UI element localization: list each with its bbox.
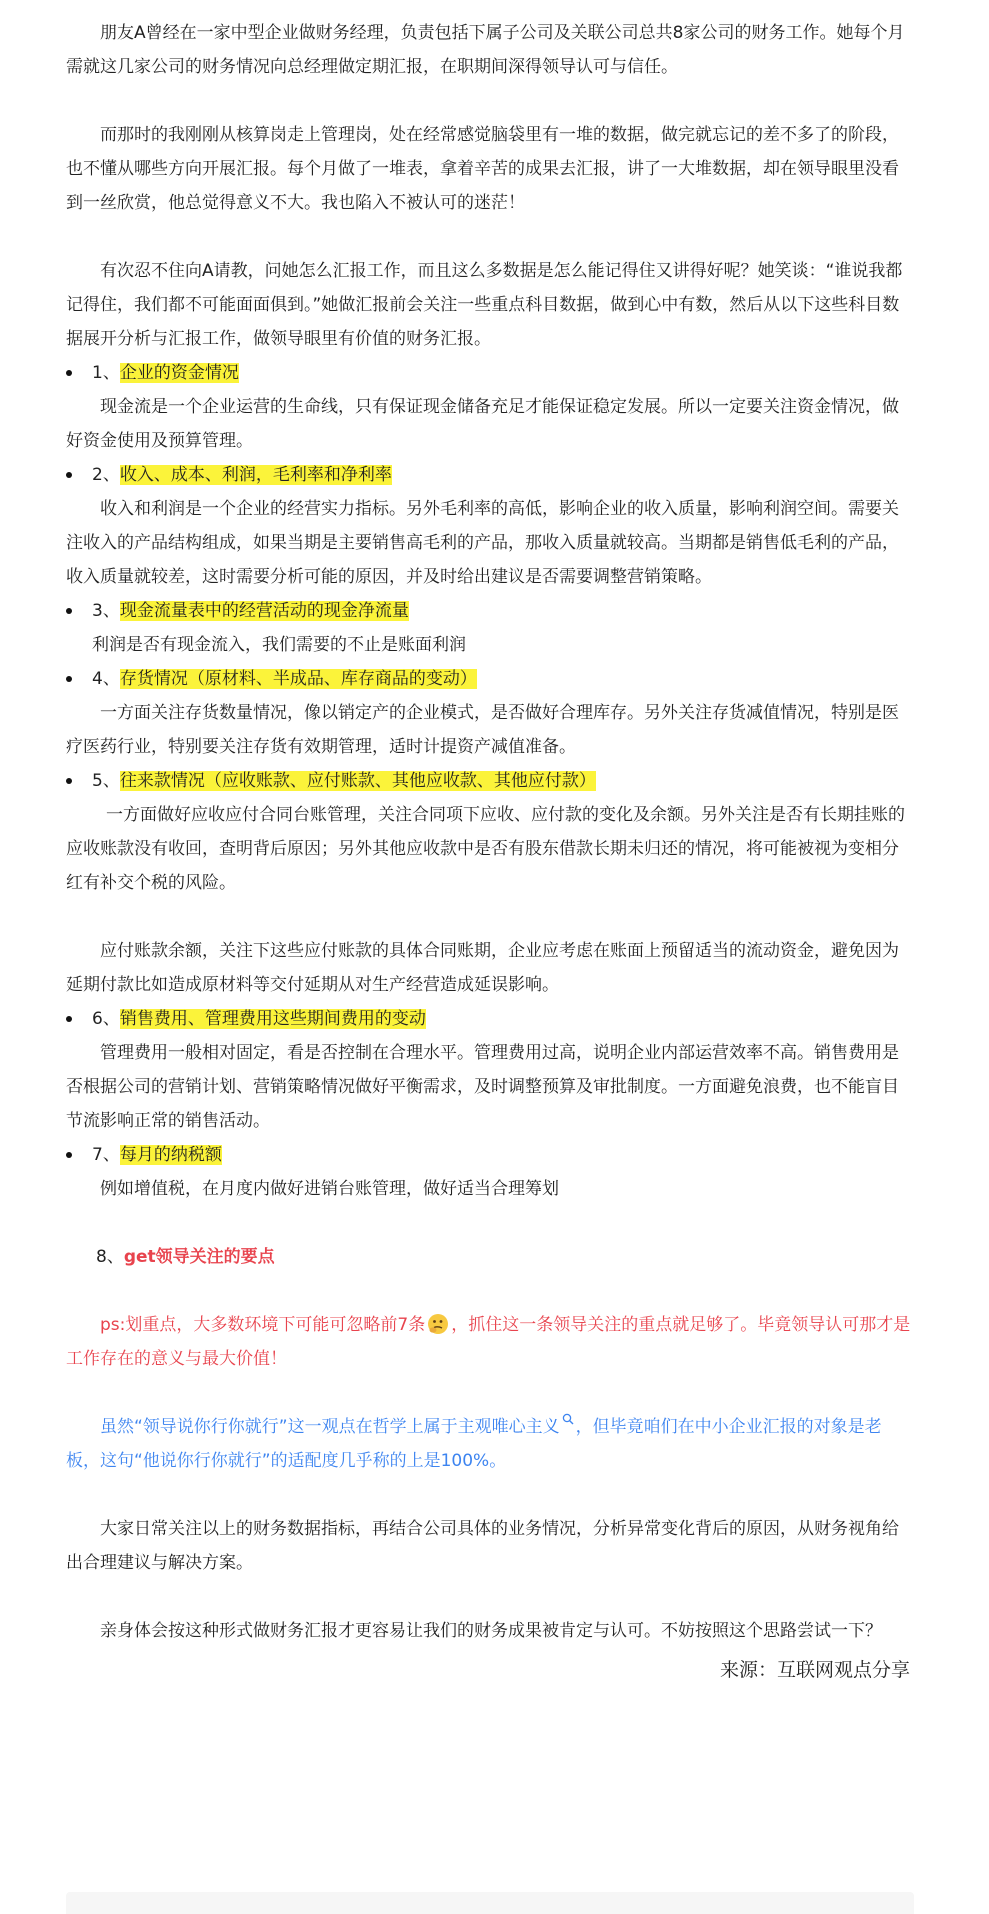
item-number: 8、 <box>96 1247 124 1267</box>
closing-paragraph-1: 大家日常关注以上的财务数据指标，再结合公司具体的业务情况，分析异常变化背后的原因，从财务视角给出合理建议与解决方案。 <box>66 1519 899 1573</box>
search-icon[interactable] <box>562 1413 574 1425</box>
ps-text-after: ，抓住这一条领导关注的重点就足够了。毕竟领导认可那才是工作存在的意义与最大价值！ <box>66 1315 911 1369</box>
intro-paragraph-2: 而那时的我刚刚从核算岗走上管理岗，处在经常感觉脑袋里有一堆的数据，做完就忘记的差不多了的阶段，也不懂从哪些方向开展汇报。每个月做了一堆表，拿着辛苦的成果去汇报，讲了一大堆数据，却在领导眼里没看到一丝欣赏，他总觉得意义不大。我也陷入不被认可的迷茫！ <box>66 125 899 213</box>
ps-text-before: ps:划重点，大多数环境下可能可忽略前7条 <box>100 1315 426 1335</box>
item-4-paragraph: 一方面关注存货数量情况，像以销定产的企业模式，是否做好合理库存。另外关注存货减值情况，特别是医疗医药行业，特别要关注存货有效期管理，适时计提资产减值准备。 <box>66 703 899 757</box>
item-6-paragraph: 管理费用一般相对固定，看是否控制在合理水平。管理费用过高，说明企业内部运营效率不高。销售费用是否根据公司的营销计划、营销策略情况做好平衡需求，及时调整预算及审批制度。一方面避免浪费，也不能盲目节流影响正常的销售活动。 <box>66 1043 899 1131</box>
item-title: 企业的资金情况 <box>119 363 239 383</box>
bullet-dot <box>66 778 72 784</box>
source-attribution: 来源：互联网观点分享 <box>719 1659 910 1681</box>
list-item-5 <box>66 764 914 798</box>
item-number: 5、 <box>92 771 120 791</box>
list-item-2 <box>66 458 914 492</box>
closing-paragraph-2: 亲身体会按这种形式做财务汇报才更容易让我们的财务成果被肯定与认可。不妨按照这个思路尝试一下？ <box>100 1621 882 1641</box>
item-title: get领导关注的要点 <box>123 1247 275 1267</box>
intro-paragraph-1: 朋友A曾经在一家中型企业做财务经理，负责包括下属子公司及关联公司总共8家公司的财务工作。她每个月需就这几家公司的财务情况向总经理做定期汇报，在职期间深得领导认可与信任。 <box>66 23 905 77</box>
item-number: 3、 <box>92 601 120 621</box>
item-number: 2、 <box>92 465 120 485</box>
bullet-dot <box>66 370 72 376</box>
list-item-1 <box>66 356 914 390</box>
bullet-dot <box>66 608 72 614</box>
item-number: 1、 <box>92 363 120 383</box>
item-number: 7、 <box>92 1145 120 1165</box>
list-item-7 <box>66 1138 914 1172</box>
item-title: 销售费用、管理费用这些期间费用的变动 <box>119 1009 426 1029</box>
item-number: 6、 <box>92 1009 120 1029</box>
item-2-paragraph: 收入和利润是一个企业的经营实力指标。另外毛利率的高低，影响企业的收入质量，影响利润空间。需要关注收入的产品结构组成，如果当期是主要销售高毛利的产品，那收入质量就较高。当期都是销售低毛利的产品，收入质量就较差，这时需要分析可能的原因，并及时给出建议是否需要调整营销策略。 <box>66 499 899 587</box>
item-title: 收入、成本、利润，毛利率和净利率 <box>119 465 392 485</box>
list-item-3 <box>66 594 914 628</box>
intro-paragraph-3: 有次忍不住向A请教，问她怎么汇报工作，而且这么多数据是怎么能记得住又讲得好呢？她笑谈：“谁说我都记得住，我们都不可能面面俱到。”她做汇报前会关注一些重点科目数据，做到心中有数，然后从以下这些科目数据展开分析与汇报工作，做领导眼里有价值的财务汇报。 <box>66 261 903 349</box>
item-1-paragraph: 现金流是一个企业运营的生命线，只有保证现金储备充足才能保证稳定发展。所以一定要关注资金情况，做好资金使用及预算管理。 <box>66 397 899 451</box>
item-3-paragraph: 利润是否有现金流入，我们需要的不止是账面利润 <box>92 635 466 655</box>
blue-text-before: 虽然“领导说你行你就行”这一观点在哲学上属于主观唯心主义 <box>100 1417 560 1437</box>
bottom-panel <box>66 1892 914 1914</box>
item-title: 存货情况（原材料、半成品、库存商品的变动） <box>119 669 477 689</box>
thinking-face-icon <box>427 1313 449 1335</box>
item-5-paragraph-2: 应付账款余额，关注下这些应付账款的具体合同账期，企业应考虑在账面上预留适当的流动资金，避免因为延期付款比如造成原材料等交付延期从对生产经营造成延误影响。 <box>66 941 899 995</box>
blue-note <box>66 1410 914 1478</box>
bullet-dot <box>66 676 72 682</box>
item-title: 往来款情况（应收账款、应付账款、其他应收款、其他应付款） <box>119 771 596 791</box>
bullet-dot <box>66 1152 72 1158</box>
ps-note <box>66 1308 914 1376</box>
list-item-4 <box>66 662 914 696</box>
bullet-dot <box>66 472 72 478</box>
list-item-8 <box>66 1240 914 1274</box>
item-5-paragraph-1: 一方面做好应收应付合同台账管理，关注合同项下应收、应付款的变化及余额。另外关注是否有长期挂账的应收账款没有收回，查明背后原因；另外其他应收款中是否有股东借款长期未归还的情况，将可能被视为变相分红有补交个税的风险。 <box>66 805 905 893</box>
bullet-dot <box>66 1016 72 1022</box>
article-body <box>66 0 914 1686</box>
item-title: 现金流量表中的经营活动的现金净流量 <box>119 601 409 621</box>
item-title: 每月的纳税额 <box>119 1145 222 1165</box>
item-7-paragraph: 例如增值税，在月度内做好进销台账管理，做好适当合理筹划 <box>100 1179 559 1199</box>
list-item-6 <box>66 1002 914 1036</box>
item-number: 4、 <box>92 669 120 689</box>
blue-text-after: ，但毕竟咱们在中小企业汇报的对象是老板，这句“他说你行你就行”的适配度几乎称的上是100%。 <box>66 1417 882 1471</box>
